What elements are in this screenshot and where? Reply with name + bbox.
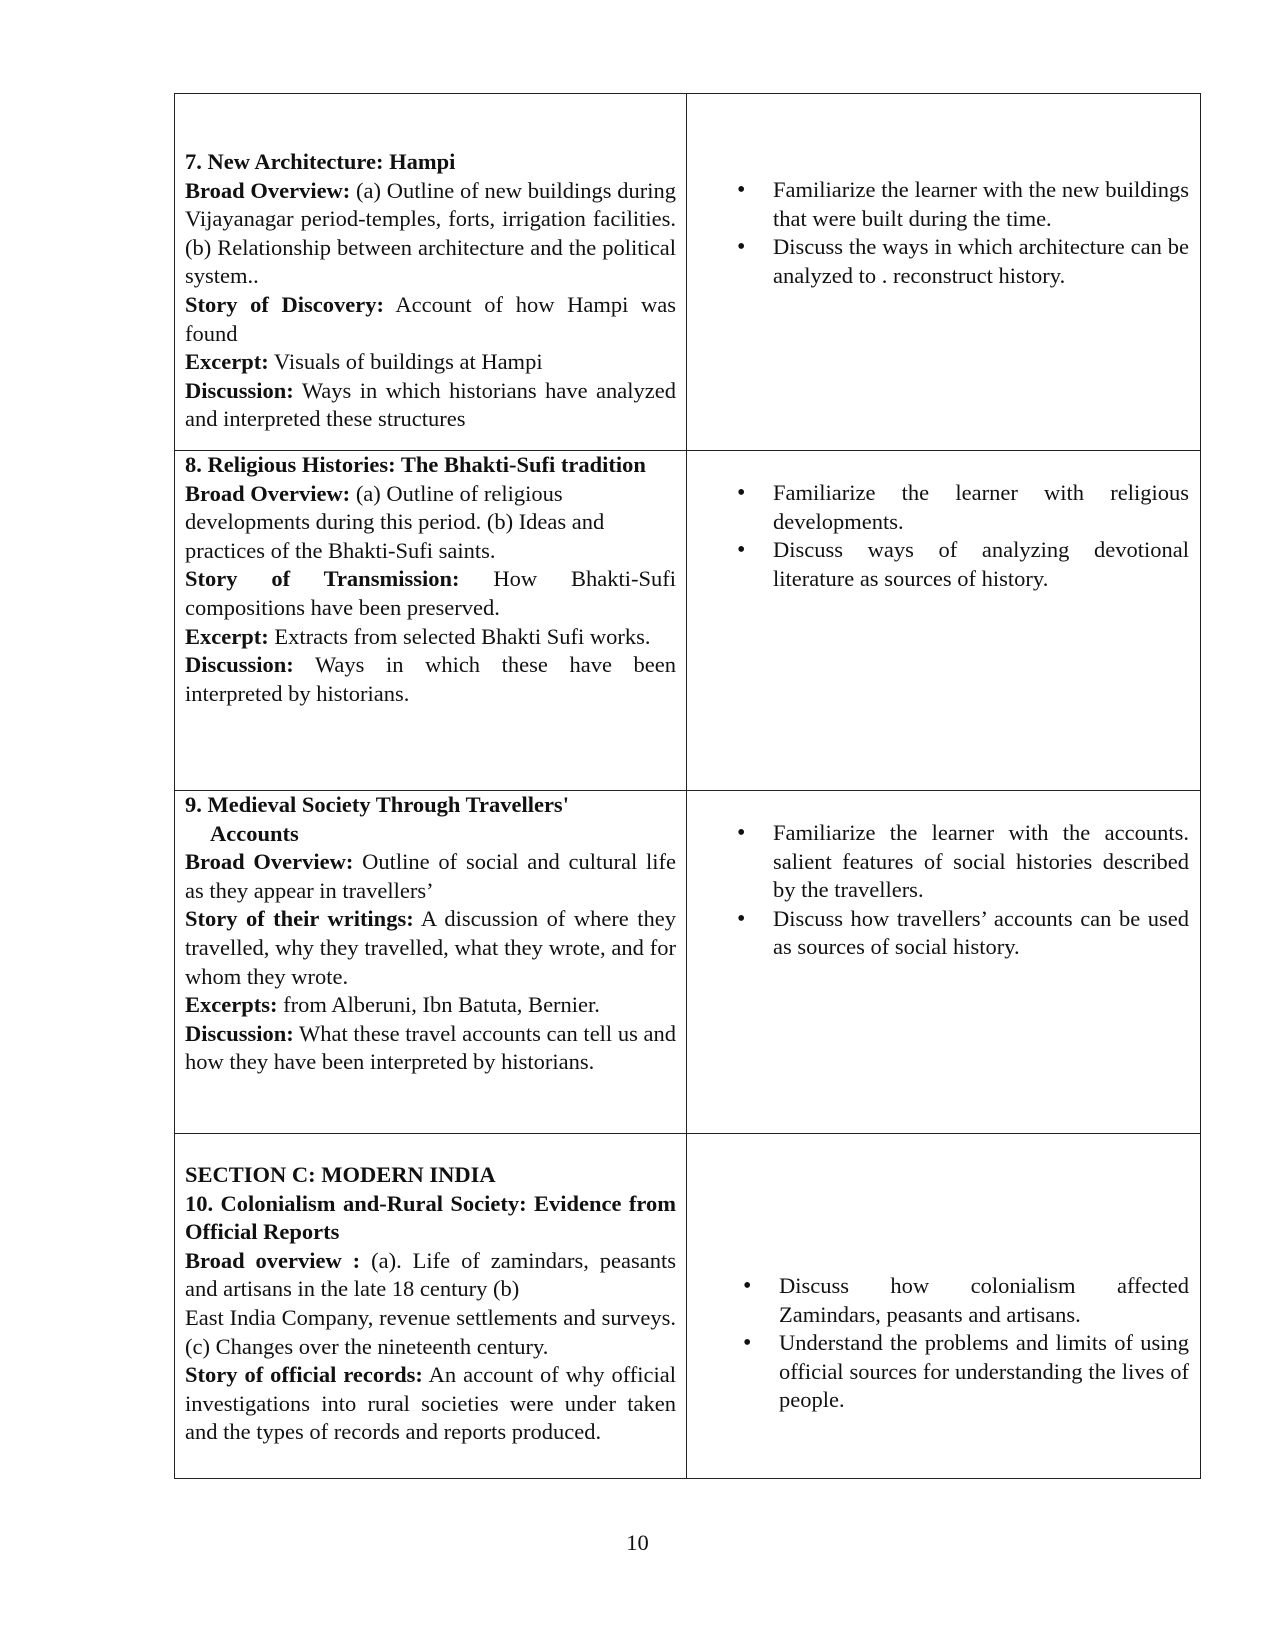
list-item: • Understand the problems and limits of using official sources for understanding the lives of people. [687,1329,1189,1415]
unit-title: 9. Medieval Society Through Travellers' [185,792,569,817]
content-cell [175,1134,687,1479]
excerpt-text: Visuals of buildings at Hampi [268,349,543,375]
table-row [175,94,1201,451]
page-number: 10 [626,1530,649,1555]
objectives-cell [687,791,1201,1134]
objectives-list [687,819,1189,962]
content-cell [175,94,687,451]
excerpt-label: Excerpt: [185,349,269,375]
objectives-cell [687,1134,1201,1479]
content-cell [175,791,687,1134]
overview-text: (a) Outline of new buildings during Vijayanagar period-temples, forts, irrigation facilities. (b) Relationship between architecture and the political system.. [185,177,676,289]
overview-text: (a) Outline of religious developments during this period. (b) Ideas and practices of the Bhakti-Sufi saints. [185,480,605,563]
discussion-text: Ways in which these have been interpreted by historians. [185,652,676,706]
discussion-text: Ways in which historians have analyzed and interpreted these structures [185,377,676,432]
list-item: • Discuss how travellers’ accounts can be used as sources of social history. [687,905,1189,962]
list-item: • Familiarize the learner with the new buildings that were built during the time. [687,176,1189,233]
overview-label: Broad Overview: [185,480,351,506]
excerpt-label: Excerpt: [185,623,269,649]
content-cell [175,451,687,791]
discussion-text: What these travel accounts can tell us and how they have been interpreted by historians. [185,1020,676,1075]
list-item: • Discuss how colonialism affected Zamindars, peasants and artisans. [687,1272,1189,1329]
discussion-label: Discussion: [185,1020,294,1046]
overview-text-continued: East India Company, revenue settlements and surveys. (c) Changes over the nineteenth century. [185,1304,676,1359]
unit-title: 10. Colonialism and-Rural Society: Evidence from Official Reports [185,1190,676,1245]
objectives-list [687,1272,1189,1415]
overview-label: Broad overview : [185,1247,361,1273]
list-item: • Familiarize the learner with religious developments. [687,479,1189,536]
story-text: How Bhakti-Sufi compositions have been preserved. [185,566,676,620]
story-label: Story of Discovery: [185,291,385,317]
excerpt-label: Excerpts: [185,992,278,1018]
story-label: Story of their writings: [185,906,414,932]
objectives-list [687,479,1189,593]
story-text: A discussion of where they travelled, why they travelled, what they wrote, and for whom they wrote. [185,906,676,989]
story-text: Account of how Hampi was found [185,291,676,346]
overview-label: Broad Overview: [185,177,351,203]
overview-text: Outline of social and cultural life as they appear in travellers’ [185,849,677,903]
unit-title: 7. New Architecture: Hampi [185,149,456,174]
objectives-list [687,176,1189,290]
objectives-cell [687,451,1201,791]
story-label: Story of official records: [185,1362,423,1388]
excerpt-text: from Alberuni, Ibn Batuta, Bernier. [277,992,600,1018]
discussion-label: Discussion: [185,652,294,678]
excerpt-text: Extracts from selected Bhakti Sufi works. [268,623,651,649]
table-row [175,791,1201,1134]
discussion-label: Discussion: [185,377,294,403]
table-row [175,1134,1201,1479]
syllabus-table [174,93,1201,1479]
unit-title-continued: Accounts [210,820,299,846]
story-label: Story of Transmission: [185,566,460,592]
list-item: • Familiarize the learner with the accounts. salient features of social histories described by the travellers. [687,819,1189,905]
section-heading: SECTION C: MODERN INDIA [185,1162,496,1187]
list-item: • Discuss the ways in which architecture can be analyzed to . reconstruct history. [687,233,1189,290]
list-item: • Discuss ways of analyzing devotional literature as sources of history. [687,536,1189,593]
table-row [175,451,1201,791]
objectives-cell [687,94,1201,451]
overview-text: (a). Life of zamindars, peasants and artisans in the late 18 century (b) [185,1247,676,1302]
overview-label: Broad Overview: [185,849,354,875]
unit-title: 8. Religious Histories: The Bhakti-Sufi tradition [185,452,646,477]
story-text: An account of why official investigations into rural societies were under taken and the types of records and reports produced. [185,1362,677,1445]
